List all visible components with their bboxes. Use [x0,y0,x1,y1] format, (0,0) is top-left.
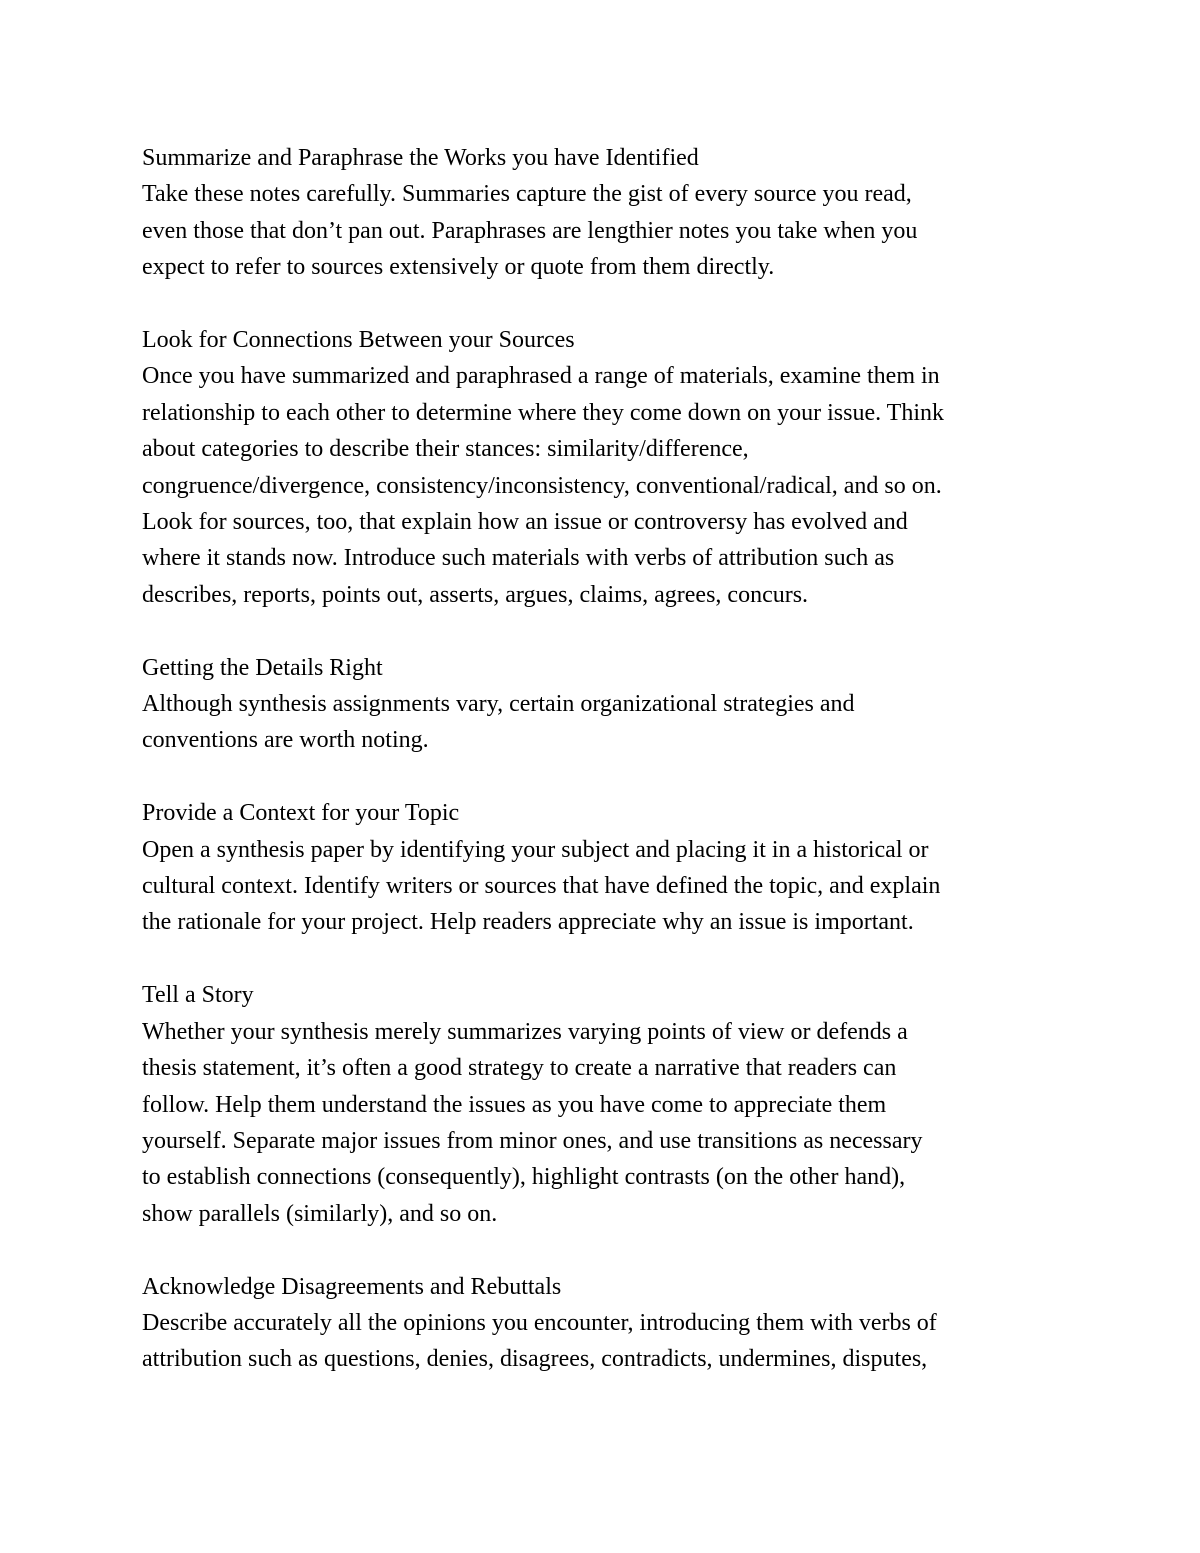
document-body [142,140,1072,1414]
paragraph-line: Describe accurately all the opinions you encounter, introducing them with verbs of [142,1309,937,1336]
paragraph-line: about categories to describe their stances: similarity/difference, [142,436,749,463]
section-summarize-paraphrase [142,140,1072,286]
paragraph-line: follow. Help them understand the issues as you have come to appreciate them [142,1091,887,1118]
paragraph-line: Open a synthesis paper by identifying your subject and placing it in a historical or [142,836,929,863]
paragraph-line: even those that don’t pan out. Paraphrases are lengthier notes you take when you [142,217,918,244]
section-disagreements [142,1269,1072,1378]
paragraph-line: describes, reports, points out, asserts, argues, claims, agrees, concurs. [142,581,809,608]
paragraph-line: expect to refer to sources extensively or quote from them directly. [142,254,775,281]
section-heading: Getting the Details Right [142,654,383,681]
paragraph-line: cultural context. Identify writers or sources that have defined the topic, and explain [142,873,941,900]
paragraph-line: congruence/divergence, consistency/inconsistency, conventional/radical, and so on. [142,472,942,499]
section-heading: Look for Connections Between your Sources [142,327,575,354]
section-connections [142,322,1072,613]
section-heading: Summarize and Paraphrase the Works you have Identified [142,145,699,171]
section-heading: Provide a Context for your Topic [142,800,460,827]
section-context [142,795,1072,941]
paragraph-line: attribution such as questions, denies, disagrees, contradicts, undermines, disputes, [142,1346,928,1373]
paragraph-line: Whether your synthesis merely summarizes varying points of view or defends a [142,1018,908,1045]
section-details-right [142,650,1072,759]
paragraph-line: to establish connections (consequently), highlight contrasts (on the other hand), [142,1164,906,1191]
paragraph-line: Take these notes carefully. Summaries capture the gist of every source you read, [142,181,912,208]
paragraph-line: Although synthesis assignments vary, certain organizational strategies and [142,691,855,718]
paragraph-line: where it stands now. Introduce such materials with verbs of attribution such as [142,545,895,572]
section-tell-story [142,977,1072,1232]
paragraph-line: relationship to each other to determine where they come down on your issue. Think [142,399,945,426]
paragraph-line: Look for sources, too, that explain how an issue or controversy has evolved and [142,509,908,536]
section-heading: Acknowledge Disagreements and Rebuttals [142,1273,562,1300]
paragraph-line: conventions are worth noting. [142,727,429,754]
paragraph-line: show parallels (similarly), and so on. [142,1200,498,1227]
paragraph-line: thesis statement, it’s often a good strategy to create a narrative that readers can [142,1055,897,1082]
paragraph-line: Once you have summarized and paraphrased a range of materials, examine them in [142,363,940,390]
paragraph-line: yourself. Separate major issues from minor ones, and use transitions as necessary [142,1127,923,1154]
section-heading: Tell a Story [142,982,254,1009]
paragraph-line: the rationale for your project. Help readers appreciate why an issue is important. [142,909,914,936]
